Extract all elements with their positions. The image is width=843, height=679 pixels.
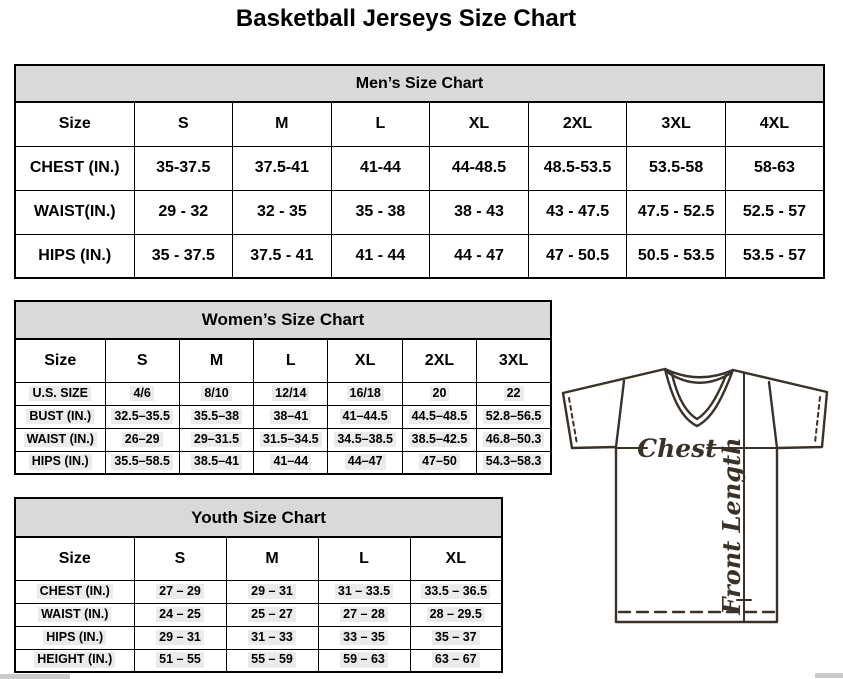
row-label: BUST (IN.) [26, 409, 94, 425]
column-header-cell: L [318, 537, 410, 580]
row-label-cell: WAIST(IN.) [15, 190, 134, 234]
table-cell [105, 405, 179, 428]
table-cell [134, 626, 226, 649]
row-label-cell: HIPS (IN.) [15, 234, 134, 278]
table-cell: 41-44 [331, 146, 430, 190]
cell-value: 34.5–38.5 [334, 432, 396, 448]
row-label: HIPS (IN.) [43, 630, 106, 646]
table-row [15, 580, 502, 603]
cell-value: 29 – 31 [248, 584, 296, 600]
table-cell: 38 - 43 [430, 190, 529, 234]
table-cell [318, 580, 410, 603]
cell-value: 8/10 [201, 386, 231, 402]
table-cell [477, 428, 551, 451]
table-cell: 43 - 47.5 [528, 190, 627, 234]
table-cell [254, 405, 328, 428]
table-row [15, 451, 551, 474]
column-header-cell: XL [410, 537, 502, 580]
table-cell [134, 649, 226, 672]
table-cell [318, 603, 410, 626]
cell-value: 32.5–35.5 [111, 409, 173, 425]
cell-value: 31 – 33 [248, 630, 296, 646]
table-row [15, 146, 824, 190]
table-row [15, 102, 824, 146]
table-cell [105, 428, 179, 451]
cell-value: 12/14 [272, 386, 309, 402]
table-cell: 37.5 - 41 [233, 234, 332, 278]
table-cell [477, 451, 551, 474]
column-header-cell: XL [430, 102, 529, 146]
table-cell: 48.5-53.5 [528, 146, 627, 190]
row-label-cell [15, 603, 134, 626]
cell-value: 38.5–41 [191, 454, 242, 470]
table-row [15, 301, 551, 339]
front-length-label: Front Length [717, 437, 746, 615]
column-header-cell: M [226, 537, 318, 580]
table-cell [328, 382, 402, 405]
cell-value: 38–41 [270, 409, 311, 425]
chest-label: Chest [637, 434, 717, 463]
table-cell [318, 649, 410, 672]
table-cell [477, 382, 551, 405]
column-header-cell: L [254, 339, 328, 382]
table-cell [402, 382, 476, 405]
cell-value: 35.5–58.5 [111, 454, 173, 470]
table-cell: 32 - 35 [233, 190, 332, 234]
cell-value: 38.5–42.5 [409, 432, 471, 448]
table-row [15, 626, 502, 649]
table-cell [226, 649, 318, 672]
row-label-cell [15, 451, 105, 474]
table-cell [328, 405, 402, 428]
cell-value: 54.3–58.3 [483, 454, 545, 470]
cell-value: 63 – 67 [432, 652, 480, 668]
cell-value: 41–44 [270, 454, 311, 470]
row-label-cell [15, 626, 134, 649]
table-cell [134, 580, 226, 603]
column-header-cell: XL [328, 339, 402, 382]
column-header-cell: 2XL [402, 339, 476, 382]
table-cell [410, 603, 502, 626]
table-cell: 29 - 32 [134, 190, 233, 234]
cell-value: 25 – 27 [248, 607, 296, 623]
cell-value: 16/18 [347, 386, 384, 402]
table-cell: 41 - 44 [331, 234, 430, 278]
table-cell: 35-37.5 [134, 146, 233, 190]
table-cell [105, 451, 179, 474]
table-cell: 53.5 - 57 [725, 234, 824, 278]
table-cell: 35 - 38 [331, 190, 430, 234]
table-cell [226, 603, 318, 626]
cell-value: 24 – 25 [156, 607, 204, 623]
table-cell: 52.5 - 57 [725, 190, 824, 234]
row-label-cell [15, 405, 105, 428]
table-row [15, 428, 551, 451]
cell-value: 29 – 31 [156, 630, 204, 646]
table-cell: 47.5 - 52.5 [627, 190, 726, 234]
row-label-cell [15, 428, 105, 451]
column-header-cell: M [179, 339, 253, 382]
column-header-cell: S [134, 102, 233, 146]
table-row [15, 603, 502, 626]
row-label: WAIST (IN.) [24, 432, 97, 448]
table-cell [179, 451, 253, 474]
jersey-measurement-diagram [553, 360, 843, 660]
cell-value: 41–44.5 [340, 409, 391, 425]
table-cell [254, 382, 328, 405]
column-header-cell: Size [15, 339, 105, 382]
table-cell [402, 451, 476, 474]
cell-value: 26–29 [122, 432, 163, 448]
cell-value: 31 – 33.5 [335, 584, 393, 600]
column-header-cell: S [134, 537, 226, 580]
row-label: CHEST (IN.) [37, 584, 113, 600]
table-cell [402, 428, 476, 451]
table-cell [254, 451, 328, 474]
cell-value: 4/6 [130, 386, 153, 402]
table-cell [226, 580, 318, 603]
table-cell: 44-48.5 [430, 146, 529, 190]
cell-value: 35 – 37 [432, 630, 480, 646]
table-cell [226, 626, 318, 649]
table-cell: 47 - 50.5 [528, 234, 627, 278]
row-label: U.S. SIZE [29, 386, 91, 402]
table-cell [328, 428, 402, 451]
cell-value: 29–31.5 [191, 432, 242, 448]
row-label: HIPS (IN.) [29, 454, 92, 470]
column-header-cell: 2XL [528, 102, 627, 146]
cell-value: 33.5 – 36.5 [421, 584, 490, 600]
table-cell [179, 382, 253, 405]
table-row [15, 498, 502, 537]
cell-value: 47–50 [419, 454, 460, 470]
table-cell: 53.5-58 [627, 146, 726, 190]
table-cell [179, 405, 253, 428]
column-header-cell: L [331, 102, 430, 146]
table-row [15, 405, 551, 428]
table-row [15, 234, 824, 278]
table-cell: 58-63 [725, 146, 824, 190]
cell-value: 28 – 29.5 [427, 607, 485, 623]
cell-value: 55 – 59 [248, 652, 296, 668]
table-row [15, 339, 551, 382]
column-header-cell: Size [15, 537, 134, 580]
table-row [15, 537, 502, 580]
cell-value: 46.8–50.3 [483, 432, 545, 448]
table-title: Youth Size Chart [15, 498, 502, 537]
row-label-cell [15, 382, 105, 405]
page-title: Basketball Jerseys Size Chart [235, 5, 577, 32]
cell-value: 52.8–56.5 [483, 409, 545, 425]
table-cell [105, 382, 179, 405]
table-cell [402, 405, 476, 428]
row-label-cell [15, 649, 134, 672]
row-label: WAIST (IN.) [38, 607, 111, 623]
table-cell [254, 428, 328, 451]
cell-value: 44–47 [345, 454, 386, 470]
cell-value: 44.5–48.5 [409, 409, 471, 425]
table-cell [477, 405, 551, 428]
column-header-cell: M [233, 102, 332, 146]
table-cell [328, 451, 402, 474]
table-cell: 50.5 - 53.5 [627, 234, 726, 278]
cell-value: 27 – 28 [340, 607, 388, 623]
table-row [15, 65, 824, 102]
table-cell [134, 603, 226, 626]
column-header-cell: Size [15, 102, 134, 146]
row-label: HEIGHT (IN.) [34, 652, 115, 668]
cell-value: 22 [504, 386, 524, 402]
cell-value: 31.5–34.5 [260, 432, 322, 448]
cell-value: 27 – 29 [156, 584, 204, 600]
table-row [15, 190, 824, 234]
table-cell [410, 626, 502, 649]
table-cell [318, 626, 410, 649]
jersey-outline [563, 369, 827, 622]
womens-size-table [14, 300, 552, 475]
scrollbar-fragment-left[interactable] [0, 674, 70, 679]
table-cell: 37.5-41 [233, 146, 332, 190]
cell-value: 20 [430, 386, 450, 402]
table-cell: 35 - 37.5 [134, 234, 233, 278]
mens-size-table [14, 64, 825, 279]
table-cell: 44 - 47 [430, 234, 529, 278]
table-title: Women’s Size Chart [15, 301, 551, 339]
table-cell [179, 428, 253, 451]
column-header-cell: 3XL [477, 339, 551, 382]
cell-value: 35.5–38 [191, 409, 242, 425]
cell-value: 33 – 35 [340, 630, 388, 646]
row-label-cell: CHEST (IN.) [15, 146, 134, 190]
youth-size-table [14, 497, 503, 673]
column-header-cell: 3XL [627, 102, 726, 146]
table-row [15, 649, 502, 672]
column-header-cell: 4XL [725, 102, 824, 146]
table-title: Men’s Size Chart [15, 65, 824, 102]
table-cell [410, 649, 502, 672]
cell-value: 51 – 55 [156, 652, 204, 668]
cell-value: 59 – 63 [340, 652, 388, 668]
table-row [15, 382, 551, 405]
column-header-cell: S [105, 339, 179, 382]
scrollbar-fragment-right[interactable] [815, 673, 843, 678]
table-cell [410, 580, 502, 603]
row-label-cell [15, 580, 134, 603]
